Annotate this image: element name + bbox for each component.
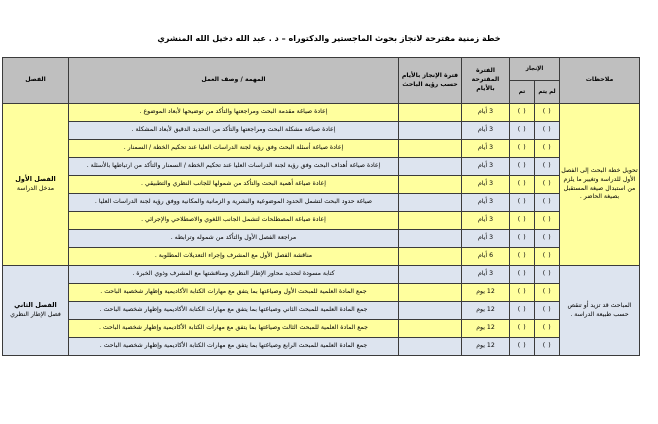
proposed-period-cell: 3 أيام [461, 104, 509, 122]
researcher-period-cell[interactable] [398, 140, 461, 158]
proposed-period-cell: 3 أيام [461, 266, 509, 284]
table-row [2, 338, 639, 356]
completion-done-checkbox[interactable]: ( ) [509, 284, 534, 302]
research-timeline-table [2, 57, 640, 356]
table-row [2, 122, 639, 140]
completion-done-checkbox[interactable]: ( ) [509, 194, 534, 212]
completion-not-done-checkbox[interactable]: ( ) [535, 158, 560, 176]
table-row [2, 230, 639, 248]
researcher-period-cell[interactable] [398, 158, 461, 176]
table-body [2, 104, 639, 356]
chapter-name: الفصل الثاني [14, 301, 57, 310]
chapter-subtitle: مدخل الدراسة [16, 184, 55, 192]
table-row [2, 302, 639, 320]
researcher-period-cell[interactable] [398, 284, 461, 302]
proposed-period-cell: 3 أيام [461, 212, 509, 230]
researcher-period-cell[interactable] [398, 212, 461, 230]
completion-not-done-checkbox[interactable]: ( ) [535, 338, 560, 356]
header-chapter: الفصل [2, 58, 68, 104]
proposed-period-cell: 3 أيام [461, 158, 509, 176]
researcher-period-cell[interactable] [398, 176, 461, 194]
header-completion-not-done: لم يتم [535, 81, 560, 104]
task-description-cell: جمع المادة العلمية للمبحث الرابع وصياغتها بما يتفق مع مهارات الكتابة الأكاديمية وإظهار شخصية الباحث . [68, 338, 398, 356]
completion-not-done-checkbox[interactable]: ( ) [535, 284, 560, 302]
completion-not-done-checkbox[interactable]: ( ) [535, 122, 560, 140]
proposed-period-cell: 6 أيام [461, 248, 509, 266]
chapter-subtitle: فصل الإطار النظري [10, 310, 61, 318]
researcher-period-cell[interactable] [398, 266, 461, 284]
table-row [2, 104, 639, 122]
proposed-period-cell: 3 أيام [461, 122, 509, 140]
header-completion-group: الإنجاز [509, 58, 559, 81]
table-header [2, 58, 639, 104]
completion-done-checkbox[interactable]: ( ) [509, 302, 534, 320]
header-completion-done: تم [509, 81, 534, 104]
task-description-cell: إعادة صياغة مشكلة البحث ومراجعتها والتأكد من التحديد الدقيق لأبعاد المشكلة . [68, 122, 398, 140]
table-row [2, 248, 639, 266]
completion-not-done-checkbox[interactable]: ( ) [535, 140, 560, 158]
header-task: المهمة / وصف العمل [68, 58, 398, 104]
table-row [2, 266, 639, 284]
proposed-period-cell: 12 يوم [461, 302, 509, 320]
notes-cell: المباحث قد تزيد أو تنقص حسب طبيعة الدراسة . [560, 266, 640, 356]
task-description-cell: كتابة مسودة لتحديد محاور الإطار النظري ومناقشتها مع المشرف وذوي الخبرة . [68, 266, 398, 284]
header-row-top [2, 58, 639, 81]
task-description-cell: صياغة حدود البحث لتشمل الحدود الموضوعية والبشرية و الزمانية والمكانية ووفق رؤية لجنة الدراسات العليا . [68, 194, 398, 212]
task-description-cell: إعادة صياغة المصطلحات لتشمل الجانب اللغوي والاصطلاحي والإجرائي . [68, 212, 398, 230]
completion-not-done-checkbox[interactable]: ( ) [535, 266, 560, 284]
task-description-cell: إعادة صياغة أهداف البحث وفق رؤية لجنة الدراسات العليا عند تحكيم الخطة / السمنار والتأكد من ارتباطها بالأسئلة . [68, 158, 398, 176]
notes-cell: تحويل خطة البحث إلى الفصل الأول للدراسة وتغيير ما يلزم من استبدال صيغة المستقبل بصيغة الحاضر . [560, 104, 640, 266]
researcher-period-cell[interactable] [398, 230, 461, 248]
completion-not-done-checkbox[interactable]: ( ) [535, 212, 560, 230]
proposed-period-cell: 12 يوم [461, 338, 509, 356]
completion-not-done-checkbox[interactable]: ( ) [535, 176, 560, 194]
task-description-cell: إعادة صياغة أهمية البحث والتأكد من شمولها للجانب النظري والتطبيقي . [68, 176, 398, 194]
chapter-cell [2, 104, 68, 266]
header-notes: ملاحظات [560, 58, 640, 104]
completion-not-done-checkbox[interactable]: ( ) [535, 230, 560, 248]
table-row [2, 194, 639, 212]
completion-done-checkbox[interactable]: ( ) [509, 140, 534, 158]
researcher-period-cell[interactable] [398, 122, 461, 140]
proposed-period-cell: 3 أيام [461, 230, 509, 248]
completion-not-done-checkbox[interactable]: ( ) [535, 194, 560, 212]
researcher-period-cell[interactable] [398, 338, 461, 356]
researcher-period-cell[interactable] [398, 248, 461, 266]
table-row [2, 158, 639, 176]
task-description-cell: مراجعة الفصل الأول والتأكد من شموله وترابطه . [68, 230, 398, 248]
completion-done-checkbox[interactable]: ( ) [509, 248, 534, 266]
completion-done-checkbox[interactable]: ( ) [509, 104, 534, 122]
header-proposed-period: الفترة المقترحة بالأيام [461, 58, 509, 104]
proposed-period-cell: 12 يوم [461, 284, 509, 302]
header-researcher-period: فترة الإنجاز بالأيام حسب رؤية الباحث [398, 58, 461, 104]
task-description-cell: إعادة صياغة أسئلة البحث وفق رؤية لجنة الدراسات العليا عند تحكيم الخطة / السمنار . [68, 140, 398, 158]
table-row [2, 140, 639, 158]
table-row [2, 176, 639, 194]
table-row [2, 320, 639, 338]
completion-not-done-checkbox[interactable]: ( ) [535, 320, 560, 338]
completion-done-checkbox[interactable]: ( ) [509, 338, 534, 356]
task-description-cell: جمع المادة العلمية للمبحث الأول وصياغتها بما يتفق مع مهارات الكتابة الأكاديمية وإظهار شخصية الباحث . [68, 284, 398, 302]
completion-done-checkbox[interactable]: ( ) [509, 230, 534, 248]
proposed-period-cell: 3 أيام [461, 176, 509, 194]
completion-done-checkbox[interactable]: ( ) [509, 212, 534, 230]
completion-done-checkbox[interactable]: ( ) [509, 266, 534, 284]
researcher-period-cell[interactable] [398, 104, 461, 122]
task-description-cell: إعادة صياغة مقدمة البحث ومراجعتها والتأكد من توضيحها لأبعاد الموضوع . [68, 104, 398, 122]
completion-done-checkbox[interactable]: ( ) [509, 158, 534, 176]
completion-not-done-checkbox[interactable]: ( ) [535, 248, 560, 266]
completion-done-checkbox[interactable]: ( ) [509, 176, 534, 194]
proposed-period-cell: 3 أيام [461, 194, 509, 212]
proposed-period-cell: 12 يوم [461, 320, 509, 338]
completion-not-done-checkbox[interactable]: ( ) [535, 104, 560, 122]
proposed-period-cell: 3 أيام [461, 140, 509, 158]
chapter-name: الفصل الأول [15, 175, 56, 184]
table-row [2, 212, 639, 230]
researcher-period-cell[interactable] [398, 320, 461, 338]
completion-done-checkbox[interactable]: ( ) [509, 122, 534, 140]
completion-done-checkbox[interactable]: ( ) [509, 320, 534, 338]
task-description-cell: جمع المادة العلمية للمبحث الثاني وصياغتها بما يتفق مع مهارات الكتابة الأكاديمية وإظهار شخصية الباحث . [68, 302, 398, 320]
chapter-cell [2, 266, 68, 356]
researcher-period-cell[interactable] [398, 302, 461, 320]
page-title: خطة زمنية مقترحة لانجاز بحوث الماجستير والدكتوراه – د . عبد الله دخيل الله المنشري [157, 33, 501, 43]
table-row [2, 284, 639, 302]
researcher-period-cell[interactable] [398, 194, 461, 212]
task-description-cell: جمع المادة العلمية للمبحث الثالث وصياغتها بما يتفق مع مهارات الكتابة الأكاديمية وإظهار شخصية الباحث . [68, 320, 398, 338]
completion-not-done-checkbox[interactable]: ( ) [535, 302, 560, 320]
task-description-cell: مناقشة الفصل الأول مع المشرف وإجراء التعديلات المطلوبة . [68, 248, 398, 266]
